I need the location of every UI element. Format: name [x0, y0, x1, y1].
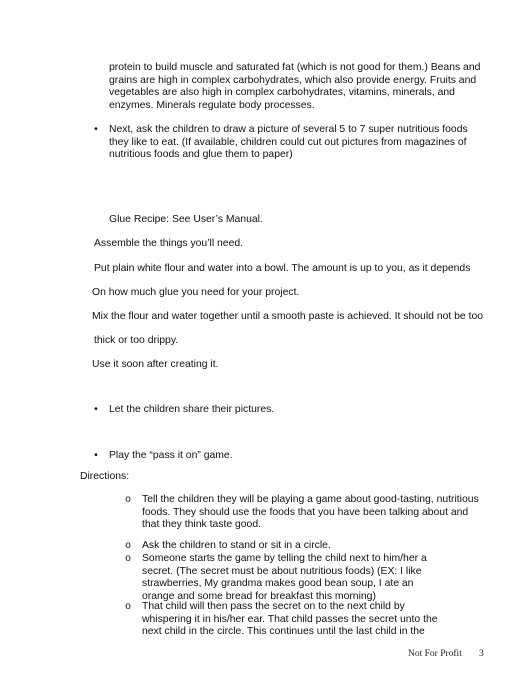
sub-bullet-marker: o — [125, 601, 131, 612]
direction-item-form-circle: Ask the children to stand or sit in a circle. — [142, 540, 331, 551]
glue-step-consistency: thick or too drippy. — [94, 335, 179, 346]
bullet-marker: • — [94, 404, 98, 415]
direction-item-start-secret: Someone starts the game by telling the child next to him/her a secret. (The secret must be about nutritious foods) (EX: I like strawberries, My grandma makes good bean soup, I ate an orange and some bread for breakfast this morning) — [142, 553, 427, 602]
bullet-marker: • — [94, 124, 98, 135]
footer-page-number: 3 — [479, 649, 484, 659]
bullet-item-draw-picture: Next, ask the children to draw a picture of several 5 to 7 super nutritious foods they like to eat. (If available, children could cut out pictures from magazines of nutritious foods and glue them to paper) — [109, 124, 468, 161]
glue-step-mix-flour: Put plain white flour and water into a bowl. The amount is up to you, as it depends — [94, 263, 471, 274]
intro-paragraph: protein to build muscle and saturated fat (which is not good for them.) Beans and grains are high in complex carbohydrates, which also provide energy. Fruits and vegetables are also high in complex carbohydrates, vitamins, minerals, and enzymes. Minerals regulate body processes. — [109, 62, 481, 111]
sub-bullet-marker: o — [125, 540, 131, 551]
bullet-marker: • — [94, 450, 98, 461]
bullet-item-pass-it-on: Play the “pass it on” game. — [109, 450, 233, 461]
direction-item-pass-secret: That child will then pass the secret on to the next child by whispering it in his/her ear. That child passes the secret unto the next child in the circle. This continues until the last child in the — [142, 601, 438, 638]
glue-recipe-heading: Glue Recipe: See User’s Manual. — [109, 214, 263, 225]
glue-step-assemble: Assemble the things you’ll need. — [94, 238, 244, 249]
footer-not-for-profit: Not For Profit — [408, 649, 462, 659]
bullet-item-share-pictures: Let the children share their pictures. — [109, 404, 275, 415]
glue-step-use-soon: Use it soon after creating it. — [92, 359, 219, 370]
glue-step-amount: On how much glue you need for your project. — [92, 287, 300, 298]
direction-item-explain-game: Tell the children they will be playing a game about good-tasting, nutritious foods. They should use the foods that you have been talking about and that they think taste good. — [142, 494, 479, 531]
sub-bullet-marker: o — [125, 494, 131, 505]
glue-step-smooth-paste: Mix the flour and water together until a smooth paste is achieved. It should not be too — [92, 311, 484, 322]
directions-heading: Directions: — [80, 471, 130, 482]
sub-bullet-marker: o — [125, 553, 131, 564]
